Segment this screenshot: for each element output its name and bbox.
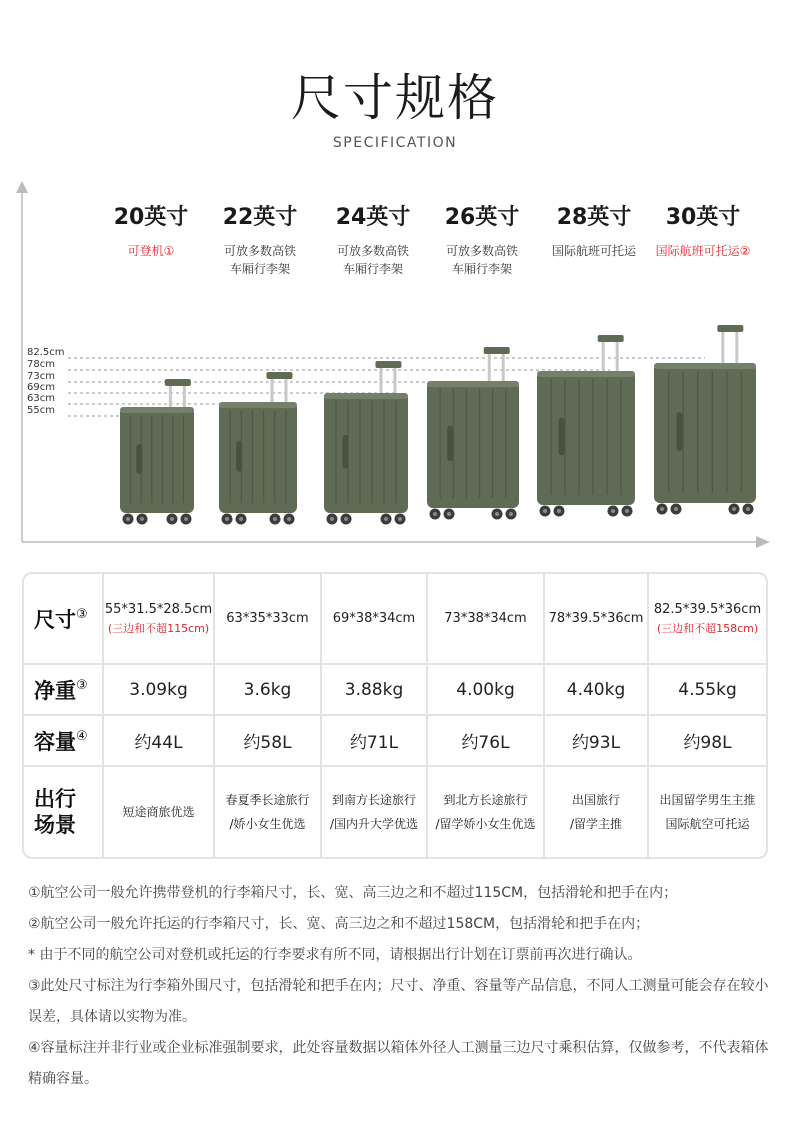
suitcase-top-edge-0	[120, 407, 194, 413]
size-label-24: 24英寸	[335, 205, 411, 230]
suitcase-wheel-hub-2-0	[330, 517, 334, 521]
suitcase-wheel-hub-5-2	[732, 507, 736, 511]
suitcase-side-handle-2	[342, 435, 348, 469]
suitcase-side-handle-3	[447, 425, 453, 461]
suitcase-handle-grip-4	[598, 335, 624, 342]
size-label-22: 22英寸	[222, 205, 298, 230]
suitcase-handle-grip-1	[266, 372, 292, 379]
suitcase-wheel-hub-4-3	[625, 509, 629, 513]
suitcase-handle-grip-2	[375, 361, 401, 368]
scene-cell-30: 出国留学男生主推 国际航空可托运	[659, 793, 756, 831]
size-note-20: 可登机①	[127, 244, 175, 258]
table-row-size	[24, 574, 766, 665]
suitcase-wheel-hub-5-1	[674, 507, 678, 511]
row-header-scene: 出行 场景	[24, 767, 104, 857]
suitcase-wheel-hub-3-1	[447, 512, 451, 516]
page-title: 尺寸规格	[291, 69, 499, 127]
suitcase-body-5	[654, 363, 756, 503]
weight-cell-26: 4.00kg	[428, 665, 545, 714]
suitcase-top-edge-4	[537, 371, 635, 377]
suitcase-wheel-hub-1-1	[239, 517, 243, 521]
y-axis-arrow	[16, 181, 28, 193]
footnote-2: ②航空公司一般允许托运的行李箱尺寸，长、宽、高三边之和不超过158CM，包括滑轮和把手在内；	[28, 916, 650, 932]
size-cell-24: 69*38*34cm	[322, 574, 428, 663]
suitcase-wheel-hub-3-0	[433, 512, 437, 516]
size-label-30: 30英寸	[665, 205, 741, 230]
suitcase-handle-rod-r-5	[735, 329, 738, 363]
spec-table	[22, 572, 768, 859]
size-label-20: 20英寸	[113, 205, 189, 230]
suitcase-wheel-hub-0-1	[140, 517, 144, 521]
suitcase-wheel-hub-0-0	[126, 517, 130, 521]
scene-cell-20: 短途商旅优选	[104, 767, 215, 857]
suitcase-side-handle-1	[236, 441, 242, 472]
suitcase-side-handle-0	[136, 444, 142, 474]
suitcase-top-edge-1	[219, 402, 297, 408]
size-cell-20: 55*31.5*28.5cm (三边和不超115cm)	[104, 574, 215, 663]
footnote-5: ④容量标注并非行业或企业标准强制要求，此处容量数据以箱体外径人工测量三边尺寸乘积估算，仅做参考，不代表箱体精确容量。	[28, 1040, 769, 1087]
suitcase-wheel-hub-0-2	[170, 517, 174, 521]
suitcase-side-handle-5	[676, 412, 682, 451]
suitcase-wheel-hub-5-3	[746, 507, 750, 511]
capacity-cell-22: 约58L	[215, 716, 322, 765]
suitcase-handle-rod-r-0	[183, 383, 186, 407]
size-note-24: 可放多数高铁 车厢行李架	[336, 244, 409, 276]
suitcase-wheel-hub-4-1	[557, 509, 561, 513]
page-subtitle: SPECIFICATION	[332, 135, 458, 151]
size-cell-22: 63*35*33cm	[215, 574, 322, 663]
suitcase-body-3	[427, 381, 519, 508]
scene-cell-22: 春夏季长途旅行 /娇小女生优选	[215, 767, 322, 857]
size-comparison-chart	[0, 175, 790, 555]
suitcase-top-edge-2	[324, 393, 408, 399]
capacity-cell-28: 约93L	[545, 716, 649, 765]
suitcase-wheel-hub-3-2	[495, 512, 499, 516]
suitcase-handle-rod-l-1	[270, 376, 273, 402]
size-label-26: 26英寸	[444, 205, 520, 230]
weight-cell-20: 3.09kg	[104, 665, 215, 714]
suitcase-wheel-hub-4-0	[543, 509, 547, 513]
suitcase-handle-rod-r-4	[616, 339, 619, 371]
footnote-1: ①航空公司一般允许携带登机的行李箱尺寸，长、宽、高三边之和不超过115CM，包括滑轮和把手在内；	[28, 885, 678, 901]
suitcase-handle-grip-5	[717, 325, 743, 332]
suitcase-wheel-hub-2-2	[384, 517, 388, 521]
suitcase-wheel-hub-1-3	[287, 517, 291, 521]
suitcase-wheel-hub-0-3	[184, 517, 188, 521]
size-label-28: 28英寸	[556, 205, 632, 230]
chart-canvas	[0, 175, 790, 555]
suitcase-handle-rod-l-3	[488, 351, 491, 381]
size-note-22: 可放多数高铁 车厢行李架	[223, 244, 296, 276]
suitcase-handle-rod-l-5	[721, 329, 724, 363]
suitcase-handle-rod-r-1	[284, 376, 287, 402]
capacity-cell-20: 约44L	[104, 716, 215, 765]
footnote-3: * 由于不同的航空公司对登机或托运的行李要求有所不同，请根据出行计划在订票前再次进行确认。	[28, 947, 642, 963]
size-cell-28: 78*39.5*36cm	[545, 574, 649, 663]
scene-cell-28: 出国旅行 /留学主推	[545, 767, 649, 857]
suitcase-handle-rod-r-2	[393, 365, 396, 393]
suitcase-wheel-hub-5-0	[660, 507, 664, 511]
size-cell-30: 82.5*39.5*36cm (三边和不超158cm)	[653, 601, 762, 635]
scene-cell-24: 到南方长途旅行 /国内升大学优选	[322, 767, 428, 857]
size-note-26: 可放多数高铁 车厢行李架	[445, 244, 518, 276]
weight-cell-24: 3.88kg	[322, 665, 428, 714]
suitcase-side-handle-4	[559, 418, 565, 456]
weight-cell-22: 3.6kg	[215, 665, 322, 714]
table-row-capacity	[24, 716, 766, 767]
suitcase-top-edge-3	[427, 381, 519, 387]
suitcase-top-edge-5	[654, 363, 756, 369]
suitcase-handle-rod-l-0	[169, 383, 172, 407]
height-label-73: 73cm	[27, 371, 55, 382]
suitcase-handle-rod-l-4	[602, 339, 605, 371]
suitcase-handle-grip-3	[484, 347, 510, 354]
suitcase-wheel-hub-4-2	[611, 509, 615, 513]
weight-cell-28: 4.40kg	[545, 665, 649, 714]
x-axis-arrow	[756, 536, 770, 548]
suitcase-wheel-hub-2-3	[398, 517, 402, 521]
suitcase-body-4	[537, 371, 635, 505]
weight-cell-30: 4.55kg	[678, 679, 737, 700]
capacity-cell-30: 约98L	[683, 733, 732, 753]
height-label-55: 55cm	[27, 405, 55, 416]
footnote-4: ③此处尺寸标注为行李箱外围尺寸，包括滑轮和把手在内；尺寸、净重、容量等产品信息，不同人工测量可能会存在较小误差，具体请以实物为准。	[28, 978, 769, 1025]
scene-cell-26: 到北方长途旅行 /留学娇小女生优选	[428, 767, 545, 857]
capacity-cell-26: 约76L	[428, 716, 545, 765]
suitcase-handle-grip-0	[165, 379, 191, 386]
suitcase-handle-rod-r-3	[502, 351, 505, 381]
size-note-28: 国际航班可托运	[551, 244, 636, 258]
suitcase-handle-rod-l-2	[379, 365, 382, 393]
height-label-63: 63cm	[27, 393, 55, 404]
capacity-cell-24: 约71L	[322, 716, 428, 765]
suitcase-wheel-hub-1-2	[273, 517, 277, 521]
table-row-weight	[24, 665, 766, 716]
suitcase-wheel-hub-2-1	[344, 517, 348, 521]
size-note-30: 国际航班可托运②	[655, 244, 751, 258]
footnotes	[28, 878, 773, 1095]
table-row-scene	[24, 767, 766, 857]
height-label-69: 69cm	[27, 382, 55, 393]
row-header-size: 尺寸③	[24, 574, 104, 663]
suitcase-wheel-hub-3-3	[509, 512, 513, 516]
height-label-78: 78cm	[27, 359, 55, 370]
row-header-weight: 净重③	[24, 665, 104, 714]
height-label-82.5: 82.5cm	[27, 347, 65, 358]
suitcase-wheel-hub-1-0	[225, 517, 229, 521]
row-header-capacity: 容量④	[24, 716, 104, 765]
size-cell-26: 73*38*34cm	[428, 574, 545, 663]
